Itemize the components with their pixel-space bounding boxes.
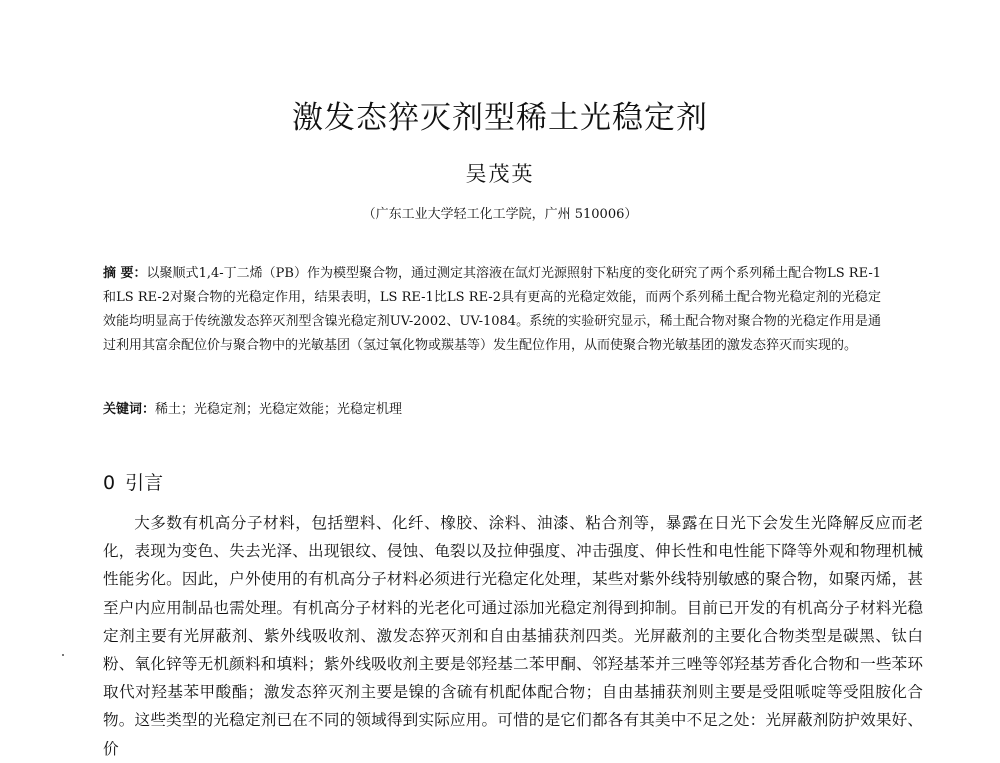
keywords-text: 稀土；光稳定剂；光稳定效能；光稳定机理 [155,402,403,417]
abstract [103,262,881,358]
author-affiliation: （广东工业大学轻工化工学院，广州 510006） [362,207,638,222]
paper-title: 激发态猝灭剂型稀土光稳定剂 [292,100,708,136]
author-name: 吴茂英 [465,162,535,186]
section-title: 引言 [125,472,164,494]
scan-speck [62,654,64,656]
abstract-label: 摘 要： [103,266,147,281]
keywords-label: 关键词： [103,402,156,417]
introduction-paragraph: 大多数有机高分子材料，包括塑料、化纤、橡胶、涂料、油漆、粘合剂等，暴露在日光下会发生光降解反应而老化，表现为变色、失去光泽、出现银纹、侵蚀、龟裂以及拉伸强度、冲击强度、伸长性和电性能下降等外观和物理机械性能劣化。因此，户外使用的有机高分子材料必须进行光稳定化处理，某些对紫外线特别敏感的聚合物，如聚丙烯，甚至户内应用制品也需处理。有机高分子材料的光老化可通过添加光稳定剂得到抑制。目前已开发的有机高分子材料光稳定剂主要有光屏蔽剂、紫外线吸收剂、激发态猝灭剂和自由基捕获剂四类。光屏蔽剂的主要化合物类型是碳黑、钛白粉、氧化锌等无机颜料和填料；紫外线吸收剂主要是邻羟基二苯甲酮、邻羟基苯并三唑等邻羟基芳香化合物和一些苯环取代对羟基苯甲酸酯；激发态猝灭剂主要是镍的含硫有机配体配合物；自由基捕获剂则主要是受阻哌啶等受阻胺化合物。这些类型的光稳定剂已在不同的领域得到实际应用。可惜的是它们都各有其美中不足之处：光屏蔽剂防护效果好、价 [103,514,923,758]
keywords [103,399,881,421]
section-number: 0 [103,472,116,494]
abstract-text: 以聚顺式1,4-丁二烯（PB）作为模型聚合物，通过测定其溶液在氙灯光源照射下粘度的变化研究了两个系列稀土配合物LS RE-1和LS RE-2对聚合物的光稳定作用，结果表明，LS RE-1比LS RE-2具有更高的光稳定效能，而两个系列稀土配合物光稳定剂的光稳定效能均明显高于传统激发态猝灭剂型含镍光稳定剂UV-2002、UV-1084。系统的实验研究显示，稀土配合物对聚合物的光稳定作用是通过利用其富余配位价与聚合物中的光敏基团（氢过氧化物或羰基等）发生配位作用，从而使聚合物光敏基团的激发态猝灭而实现的。 [103,266,881,353]
section-heading [103,468,163,495]
